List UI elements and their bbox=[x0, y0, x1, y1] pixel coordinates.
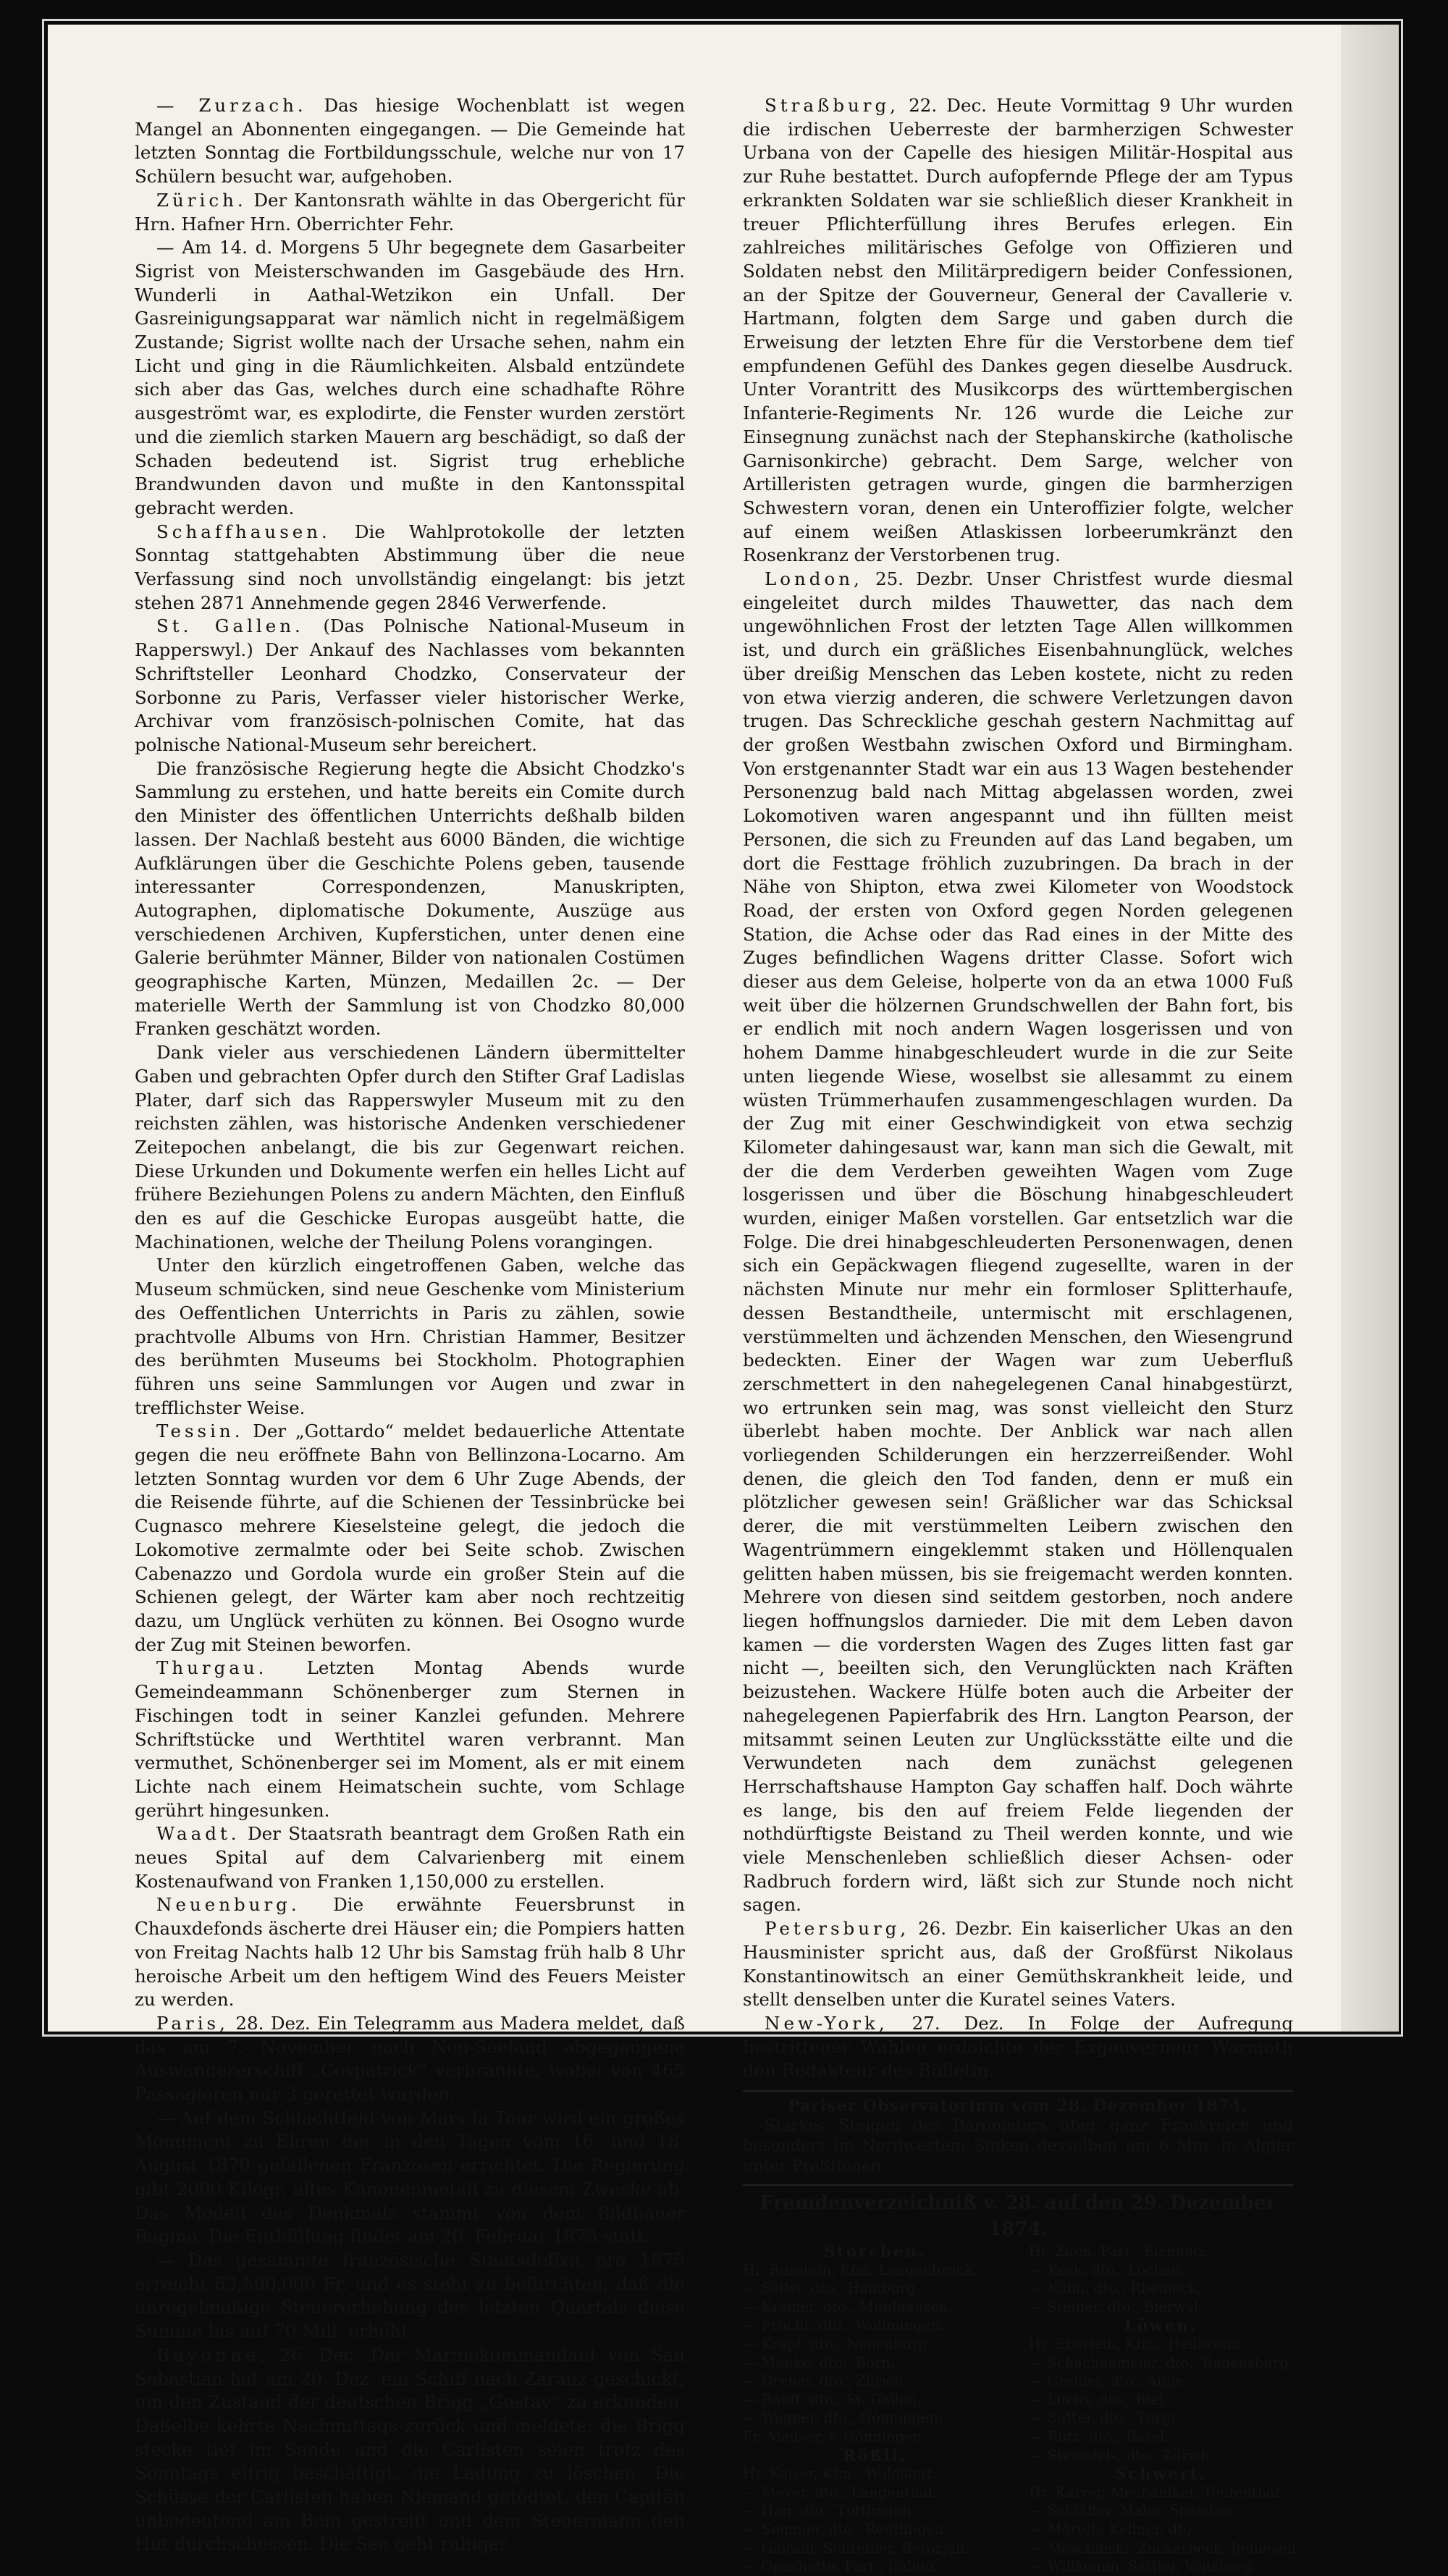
guest-entry: — Steiner, dto., Bierwyl. bbox=[1029, 2298, 1203, 2315]
article-paragraph bbox=[135, 521, 685, 615]
guest-entry: Hr. Eberlein, Kfm., Heilbronn. bbox=[1029, 2336, 1245, 2353]
article-text: Letzten Montag Abends wurde Gemeindeammann Schönenberger zum Sternen in Fischingen todt in seiner Kanzlei gefunden. Mehrere Schriftstücke und Werthtitel waren verbrannt. Man vermuthet, Schönenberger sei im Moment, als er mit einem Lichte nach einem Heimatschein suchte, vom Schlage gerührt hingesunken. bbox=[135, 1657, 685, 1821]
article-paragraph bbox=[135, 757, 685, 1041]
dateline: Thurgau. bbox=[156, 1657, 268, 1679]
guest-entry: — Seller, dto., Hamburg bbox=[743, 2280, 916, 2297]
article-paragraph bbox=[743, 2012, 1293, 2083]
guest-entry: — Willkomm, Sattler, Voitsberg. bbox=[1029, 2558, 1258, 2575]
article-text: Das hiesige Wochenblatt ist wegen Mangel an Abonnenten eingegangen. — Die Gemeinde hat letzten Sonntag die Fortbildungsschule, welche nur von 17 Schülern besucht war, aufgehoben. bbox=[135, 95, 685, 188]
dateline: Zürich. bbox=[156, 189, 247, 211]
guest-entry: — Mörteli, Kellner, dto. bbox=[1029, 2520, 1196, 2538]
guest-list-left bbox=[743, 2242, 1007, 2576]
article-paragraph bbox=[135, 1041, 685, 1254]
guest-entry: — Luchs, dto., Biel. bbox=[1029, 2391, 1168, 2408]
dateline: Bayonne, bbox=[156, 2344, 269, 2365]
article-paragraph bbox=[743, 1917, 1293, 2012]
divider bbox=[743, 2090, 1293, 2092]
guest-entry: — Menke, dto., Born. bbox=[743, 2354, 895, 2371]
guest-entry: — Kuhn, dto., Rheineck. bbox=[1029, 2280, 1202, 2297]
dateline: Waadt. bbox=[156, 1823, 240, 1845]
article-text: Die erwähnte Feuersbrunst in Chauxdefonds äscherte drei Häuser ein; die Pompiers hatten von Freitag Nachts halb 12 Uhr bis Samstag früh halb 8 Uhr heroische Arbeit um den heftigem Wind des Feuers Meister zu werden. bbox=[135, 1894, 685, 2011]
guest-entry: Hr. Russtein, Kfm, Langenbruck. bbox=[743, 2261, 978, 2278]
article-text: Der Kantonsrath wählte in das Obergericht für Hrn. Hafner Hrn. Oberrichter Fehr. bbox=[135, 189, 685, 235]
article-text: Dank vieler aus verschiedenen Ländern übermittelter Gaben und gebrachten Opfer durch den Stifter Graf Ladislas Plater, darf sich das Rapperswyler Museum mit zu den reichsten zählen, was historische Andenken verschiedener Zeitepochen anbelangt, die bis zur Gegenwart reichen. Diese Urkunden und Dokumente werfen ein helles Licht auf frühere Beziehungen Polens zu andern Mächten, den Einfluß den es auf die Geschicke Europas ausgeübt hatte, die Machinationen, welche der Theilung Polens vorangingen. bbox=[135, 1042, 685, 1253]
hotel-name: Storchen. bbox=[824, 2242, 926, 2261]
article-text: 28. Dez. Ein Telegramm aus Madera meldet, daß das am 7. November nach Neu-Seeland abgegangene Auswandererschiff „Cospatrick“ verbrannte, wobei von 465 Passagieren nur 3 gerettet wurden. bbox=[135, 2012, 685, 2105]
article-text: 26. Dec. Der Marinekommandant von San Sebastian hat am 20. Dez. ein Schiff nach Zarauz geschickt, um den Zustand der deutschen Brigg „Gustav“ zu erkunden. Daßelbe kehrte Nachmittags zurück und meldete: die Brigg stecke tief im Sande und die Carlisten seien trotz des Sonntags eifrig beschäftigt, die Ladung zu löschen. Die Schüsse der Carlisten haben Niemand getödtet, den Capitän unbedeutend am Bein gestreift und dem Steuermann den Hut durchschossen. Die See geht ruhiger. bbox=[135, 2344, 685, 2555]
article-text: 22. Dec. Heute Vormittag 9 Uhr wurden die irdischen Ueberreste der barmherzigen Schwester Urbana von der Capelle des hiesigen Militär-Hospital aus zur Ruhe bestattet. Durch aufopfernde Pflege der am Typus erkrankten Soldaten war sie schließlich dieser Krankheit in treuer Pflichterfüllung ihres Berufes erlegen. Ein zahlreiches militärisches Gefolge von Offizieren und Soldaten nebst den Militärpredigern beider Confessionen, an der Spitze der Gouverneur, General der Cavallerie v. Hartmann, folgten dem Sarge und gaben durch die Erweisung der letzten Ehre für die Verstorbene dem tief empfundenen Gefühl des Dankes gegen dieselbe Ausdruck. Unter Vorantritt des Musikcorps des württembergischen Infanterie-Regiments Nr. 126 wurde die Leiche zur Einsegnung zunächst nach der Stephanskirche (katholische Garnisonkirche) gebracht. Dem Sarge, welcher von Artilleristen getragen wurde, gingen die barmherzigen Schwestern voran, denen ein Unteroffizier folgte, welcher auf einem weißen Atlaskissen lorbeerumkränzt den Rosenkranz der Verstorbenen trug. bbox=[743, 95, 1293, 566]
article-paragraph bbox=[743, 568, 1293, 1917]
guest-entry: — Hag, dto., Tuttlingen. bbox=[743, 2502, 916, 2520]
guest-entry: — Sommer, dto., Reutlingen. bbox=[743, 2520, 948, 2538]
guest-entry: — Stenisfels, dto., Zürich. bbox=[1029, 2446, 1215, 2464]
article-paragraph bbox=[135, 1657, 685, 1822]
dateline: Straßburg, bbox=[765, 95, 899, 116]
guest-list-right bbox=[1029, 2242, 1301, 2576]
article-text: 26. Dezbr. Ein kaiserlicher Ukas an den Hausminister spricht aus, daß der Großfürst Nikolaus Konstantinowitsch an einer Gemüthskrankheit leide, und stellt denselben unter die Kuratel seines Vaters. bbox=[743, 1918, 1293, 2011]
guest-entry: — Giorani, Schreiner, Berozjali. bbox=[743, 2539, 969, 2556]
dateline: Neuenburg. bbox=[156, 1894, 300, 1916]
guest-entry: — Dreher, dto., Zürich. bbox=[743, 2373, 908, 2390]
guest-entry: — Rutz, dto., Basel. bbox=[1029, 2428, 1169, 2445]
guest-entry: Hr. Karrer, Mechaniker, Teufenthal. bbox=[1029, 2483, 1284, 2501]
article-paragraph bbox=[135, 1893, 685, 2012]
article-paragraph bbox=[135, 1420, 685, 1657]
left-column bbox=[135, 94, 685, 2556]
article-paragraph bbox=[135, 1254, 685, 1420]
guest-entry: — Frucht, dto., Wollmingen. bbox=[743, 2317, 945, 2334]
hotel-name: Rößli. bbox=[843, 2446, 907, 2465]
article-text: — Auf dem Schlachtfeld von Mars la Tour wird ein großes Monument zu Ehren der in den Tagen vom 16. und 18. August 1870 gefallenen Franzosen errichtet. Die Regierung gibt 2000 Kilogr. altes Kanonenmetall zu diesem Zwecke ab. Das Modell des Denkmals stammt von dem Bildhauer Bagino. Die Enthüllung findet am 20. Februar 1875 statt. bbox=[135, 2107, 685, 2247]
guest-entry: — Schachenmeier, dto., Regensburg. bbox=[1029, 2354, 1294, 2371]
guest-entry: Hr. Kaiser, Kfm., Waldshut. bbox=[743, 2465, 936, 2483]
dateline: Tessin. bbox=[156, 1420, 244, 1442]
guest-entry: — Krapf, dto., Neuenburg. bbox=[743, 2336, 933, 2353]
dateline: — Zurzach. bbox=[156, 95, 307, 116]
article-text: Unter den kürzlich eingetroffenen Gaben, welche das Museum schmücken, sind neue Geschenke vom Ministerium des Oeffentlichen Unterrichts in Paris zu zählen, sowie prachtvolle Albums von Hrn. Christian Hammer, Besitzer des berühmten Museums bei Stockholm. Photographien führen uns seine Sammlungen vor Augen und zwar in trefflichster Weise. bbox=[135, 1255, 685, 1418]
observatorium-text: Starkes Steigen des Barometers über ganz Frankreich und besonders im Nordwesten; Sinken desselben um 6 Mm. in Algier unter Preßtionen. bbox=[743, 2117, 1293, 2176]
article-text: Der Staatsrath beantragt dem Großen Rath ein neues Spital auf dem Calvarienberg mit einem Kostenaufwand von Franken 1,150,000 zu erstellen. bbox=[135, 1823, 685, 1892]
guest-entry: — Wagner, dto., Gönningen. bbox=[743, 2409, 943, 2427]
article-paragraph bbox=[135, 2107, 685, 2249]
page-edge-shadow bbox=[1341, 25, 1399, 2032]
guest-entry: — Moschinski, Zuckerbeck, Jeuuesen. bbox=[1029, 2539, 1301, 2556]
article-text: Die Wahlprotokolle der letzten Sonntag stattgehabten Abstimmung über die neue Verfassung sind noch unvollständig eingelangt: bis jetzt stehen 2871 Annehmende gegen 2846 Verwerfende. bbox=[135, 521, 685, 613]
article-text: — Am 14. d. Morgens 5 Uhr begegnete dem Gasarbeiter Sigrist von Meisterschwanden im Gasgebäude des Hrn. Wunderli in Aathal-Wetzikon ein Unfall. Der Gasreinigungsapparat war nämlich nicht in regelmäßigem Zustande; Sigrist wollte nach der Ursache sehen, nahm ein Licht und ging in die Räumlichkeiten. Alsbald entzündete sich aber das Gas, welches durch eine schadhafte Röhre ausgeströmt war, es explodirte, die Fenster wurden zerstört und die ziemlich starken Mauern arg beschädigt, so daß der Schaden bedeutend ist. Sigrist trug erhebliche Brandwunden davon und mußte in den Kantonsspital gebracht werden. bbox=[135, 237, 685, 518]
divider bbox=[743, 2184, 1293, 2186]
newspaper-page bbox=[48, 25, 1399, 2575]
hotel-name: Löwen. bbox=[1124, 2316, 1197, 2335]
hotel-name: Schwert. bbox=[1115, 2465, 1207, 2483]
guest-entry: — Keck, dto., Löchau. bbox=[1029, 2261, 1185, 2278]
article-text: (Das Polnische National-Museum in Rapperswyl.) Der Ankauf des Nachlasses vom bekannten Schriftsteller Leonhard Chodzko, Conservateur der Sorbonne zu Paris, Verfasser vieler historischer Werke, Archivar vom französisch-polnischen Comite, hat das polnische National-Museum sehr bereichert. bbox=[135, 615, 685, 755]
dateline: St. Gallen. bbox=[156, 615, 304, 637]
article-text: Der „Gottardo“ meldet bedauerliche Attentate gegen die neu eröffnete Bahn von Bellinzona-Locarno. Am letzten Sonntag wurden vor dem 6 Uhr Zuge Abends, der die Reisende führte, auf die Schienen der Tessinbrücke bei Cugnasco mehrere Kieselsteine gelegt, die jedoch die Lokomotive zermalmte oder bei Seite schob. Zwischen Cabenazzo und Gordola wurde ein großer Stein auf die Schienen gelegt, der Wärter kam aber noch rechtzeitig dazu, um Unglück verhüten zu können. Bei Osogno wurde der Zug mit Steinen beworfen. bbox=[135, 1420, 685, 1655]
guest-entry: — Kramer, dto., Mühlhausen. bbox=[743, 2298, 953, 2315]
article-text: 25. Dezbr. Unser Christfest wurde diesmal eingeleitet durch mildes Thauwetter, das nach dem ungewöhnlichen Frost der letzten Tage Allen willkommen ist, und durch ein gräßliches Eisenbahnunglück, welches über dreißig Menschen das Leben kostete, nicht zu reden von etwa vierzig anderen, die schwere Verletzungen davon trugen. Das Schreckliche geschah gestern Nachmittag auf der großen Westbahn zwischen Oxford und Birmingham. Von erstgenannter Stadt war ein aus 13 Wagen bestehender Personenzug bald nach Mittag abgelassen worden, zwei Lokomotiven waren angespannt und ihn füllten meist Personen, die sich zu Freunden auf das Land begaben, um dort die Festtage fröhlich zuzubringen. Da brach in der Nähe von Shipton, etwa zwei Kilometer von Woodstock Road, der ersten von Oxford gegen Norden gelegenen Station, die Achse oder das Rad eines in der Mitte des Zuges befindlichen Wagens dritter Classe. Sofort wich dieser aus dem Geleise, holperte von da an etwa 1000 Fuß weit über die hölzernen Grundschwellen der Bahn fort, bis er endlich mit noch andern Wagen losgerissen und von hohem Damme hinabgeschleudert wurde in die zur Seite unten liegende Wiese, woselbst sie allesammt zu einem wüsten Trümmerhaufen zusammengeschlagen wurden. Da der Zug mit einer Geschwindigkeit von etwa sechzig Kilometer dahingesaust war, kann man sich die Gewalt, mit der die dem Verderben geweihten Wagen vom Zuge losgerissen und über die Böschung hinabgeschleudert wurden, einiger Maßen vorstellen. Gar entsetzlich war die Folge. Die drei hinabgeschleuderten Personenwagen, denen sich ein Gepäckwagen fliegend zugesellte, waren in der nächsten Minute nur mehr ein formloser Splitterhaufe, dessen Bestandtheile, untermischt mit erschlagenen, verstümmelten und ächzenden Menschen, den Wiesengrund bedeckten. Einer der Wagen war zum Ueberfluß zerschmettert in den nahegelegenen Canal hinabgestürzt, wo ertrunken sein mag, was sonst vielleicht den Sturz überlebt haben mochte. Der Anblick war nach allen vorliegenden Schilderungen ein herzzerreißender. Wohl denen, die gleich den Tod fanden, denn er muß ein plötzlicher gewesen sein! Gräßlicher war das Schicksal derer, die mit verstümmelten Leibern zwischen den Wagentrümmern eingeklemmt staken und Höllenqualen gelitten haben müssen, bis sie freigemacht werden konnten. Mehrere von diesen sind seitdem gestorben, noch andere liegen hoffnungslos darnieder. Die mit dem Leben davon kamen — die vordersten Wagen des Zuges litten fast gar nicht —, beeilten sich, den Verunglückten nach Kräften beizustehen. Wackere Hülfe boten auch die Arbeiter der nahegelegenen Papierfabrik des Hrn. Langton Pearson, der mitsammt seinen Leuten zur Unglücksstätte eilte und die Verwundeten nach dem zunächst gelegenen Herrschaftshause Hampton Gay schaffen half. Doch währte es lange, bis den auf freiem Felde liegenden der nothdürftigste Beistand zu Theil werden konnte, und wie viele Menschenleben schließlich dieser Achsen- oder Radbruch fordern wird, läßt sich zur Stunde noch nicht sagen. bbox=[743, 568, 1293, 1916]
guest-entry: Fr. Mauser, v. Gönningen. bbox=[743, 2428, 927, 2445]
guest-entry: Hr. Zuen, Part., Eichholz. bbox=[1029, 2243, 1210, 2260]
fremdenverzeichnis-title: Fremdenverzeichniß v. 28. auf den 29. Dezember 1874. bbox=[759, 2192, 1276, 2241]
fremdenverzeichnis-list bbox=[743, 2242, 1301, 2576]
article-paragraph bbox=[135, 236, 685, 520]
guest-entry: — Graulet, dto., Aigle. bbox=[1029, 2373, 1188, 2390]
observatorium-title: Pariser Observatorium vom 28. Dezember 1874. bbox=[788, 2097, 1248, 2116]
dateline: Schaffhausen. bbox=[156, 521, 331, 542]
article-text: — Das gesammte französische Staatsdefizit pro 1875 erreicht 63,500,000 Fr. und es steht zu befürchten, daß die unregelmäßige Steuererhebung des letzten Quartals diese Summe bis auf 70 Mill. erhöht. bbox=[135, 2249, 685, 2342]
right-column-articles bbox=[743, 94, 1293, 2083]
dateline: Petersburg, bbox=[765, 1918, 910, 1940]
article-paragraph bbox=[135, 2344, 685, 2556]
article-paragraph bbox=[135, 1822, 685, 1893]
dateline: London, bbox=[765, 568, 863, 590]
right-column bbox=[743, 94, 1301, 2576]
dateline: Paris, bbox=[156, 2012, 229, 2034]
guest-entry: — Sutter, dto., Turgi. bbox=[1029, 2409, 1180, 2427]
article-paragraph bbox=[743, 94, 1293, 568]
article-paragraph bbox=[135, 94, 685, 189]
guest-entry: — Ranft, dto., St. Gallen. bbox=[743, 2391, 922, 2408]
article-paragraph bbox=[135, 615, 685, 757]
guest-entry: — Schläffer, Maler, Speicher. bbox=[1029, 2502, 1237, 2520]
article-paragraph bbox=[135, 2249, 685, 2344]
guest-entry: — Meyer, dto., Langenthal. bbox=[743, 2483, 937, 2501]
article-paragraph bbox=[135, 2012, 685, 2107]
article-text: 27. Dez. In Folge der Aufregung bestrittener Wahlen erdolchte der Exgouverneur Warmoth den Redakteur des Bülletin. bbox=[743, 2012, 1293, 2082]
guest-entry: — Opachetto, Part., Italien. bbox=[743, 2558, 939, 2575]
article-paragraph bbox=[135, 189, 685, 236]
dateline: New-York, bbox=[765, 2012, 888, 2034]
article-text: Die französische Regierung hegte die Absicht Chodzko's Sammlung zu erstehen, und hatte bereits ein Comite durch den Minister des öffentlichen Unterrichts deßhalb bilden lassen. Der Nachlaß besteht aus 6000 Bänden, die wichtige Aufklärungen über die Geschichte Polens geben, tausende interessanter Correspondenzen, Manuskripten, Autographen, diplomatische Dokumente, Auszüge aus verschiedenen Archiven, Kupferstichen, unter denen eine Galerie berühmter Männer, Bilder von nationalen Costümen geographische Karten, Münzen, Medaillen 2c. — Der materielle Werth der Sammlung ist von Chodzko 80,000 Franken geschätzt worden. bbox=[135, 757, 685, 1040]
